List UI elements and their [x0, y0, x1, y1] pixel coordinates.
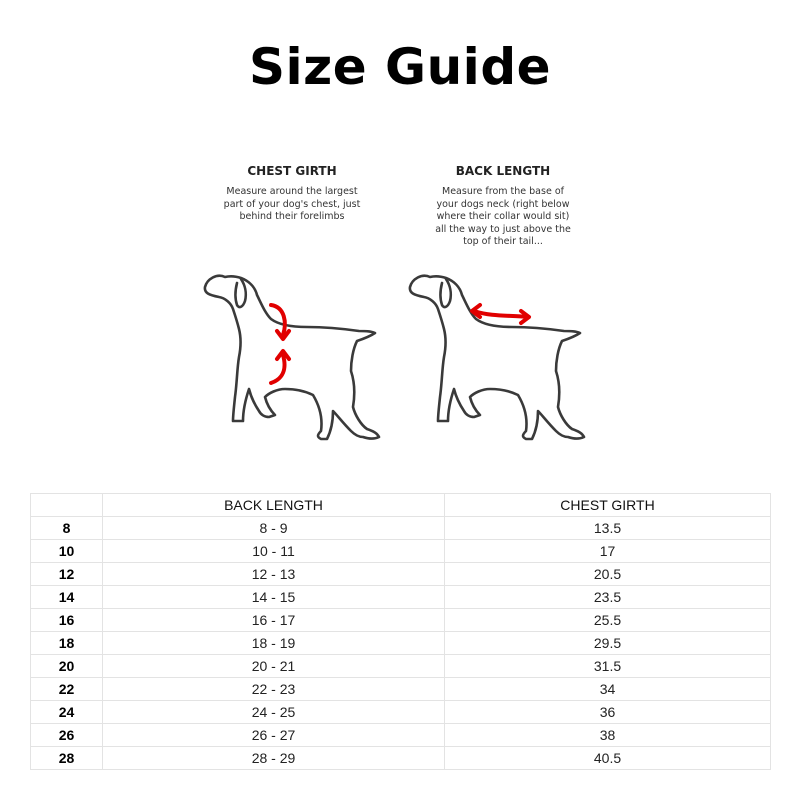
size-cell: 28 [31, 747, 103, 770]
back-length-cell: 22 - 23 [103, 678, 445, 701]
back-length-cell: 24 - 25 [103, 701, 445, 724]
chest-girth-cell: 25.5 [445, 609, 771, 632]
table-row [31, 678, 771, 701]
chest-girth-cell: 34 [445, 678, 771, 701]
size-cell: 26 [31, 724, 103, 747]
table-row [31, 701, 771, 724]
table-header-row [31, 494, 771, 517]
chest-girth-cell: 29.5 [445, 632, 771, 655]
back-length-cell: 20 - 21 [103, 655, 445, 678]
size-cell: 8 [31, 517, 103, 540]
table-row [31, 724, 771, 747]
chest-girth-cell: 20.5 [445, 563, 771, 586]
back-length-heading: BACK LENGTH [455, 164, 551, 178]
table-row [31, 632, 771, 655]
size-table [30, 493, 771, 770]
back-length-cell: 18 - 19 [103, 632, 445, 655]
table-row [31, 517, 771, 540]
table-row [31, 540, 771, 563]
back-length-dog-illustration [400, 265, 600, 450]
size-cell: 12 [31, 563, 103, 586]
page-title: Size Guide [248, 38, 552, 96]
header-chest-girth: CHEST GIRTH [445, 494, 771, 517]
chest-girth-description: Measure around the largest part of your dog's chest, just behind their forelimbs [223, 186, 361, 223]
chest-girth-cell: 36 [445, 701, 771, 724]
size-cell: 10 [31, 540, 103, 563]
table-row [31, 586, 771, 609]
chest-girth-cell: 38 [445, 724, 771, 747]
chest-girth-cell: 40.5 [445, 747, 771, 770]
chest-girth-heading: CHEST GIRTH [247, 164, 337, 178]
table-row [31, 609, 771, 632]
size-cell: 20 [31, 655, 103, 678]
chest-girth-instructions [222, 164, 362, 224]
back-length-cell: 10 - 11 [103, 540, 445, 563]
chest-girth-cell: 13.5 [445, 517, 771, 540]
chest-girth-cell: 17 [445, 540, 771, 563]
table-row [31, 747, 771, 770]
back-length-description: Measure from the base of your dogs neck (right below where their collar would sit) all the way to just above the top of their tail... [435, 186, 571, 248]
dog-outline [205, 276, 379, 439]
table-row [31, 655, 771, 678]
back-length-instructions [435, 164, 571, 249]
table-row [31, 563, 771, 586]
chest-girth-dog-illustration [195, 265, 395, 450]
dog-outline [410, 276, 584, 439]
size-cell: 24 [31, 701, 103, 724]
size-cell: 22 [31, 678, 103, 701]
size-cell: 14 [31, 586, 103, 609]
back-length-cell: 26 - 27 [103, 724, 445, 747]
header-back-length: BACK LENGTH [103, 494, 445, 517]
back-length-cell: 8 - 9 [103, 517, 445, 540]
size-cell: 18 [31, 632, 103, 655]
back-length-cell: 14 - 15 [103, 586, 445, 609]
back-length-cell: 28 - 29 [103, 747, 445, 770]
back-length-cell: 16 - 17 [103, 609, 445, 632]
chest-girth-arrows [271, 305, 289, 383]
chest-girth-cell: 31.5 [445, 655, 771, 678]
header-size [31, 494, 103, 517]
size-cell: 16 [31, 609, 103, 632]
back-length-cell: 12 - 13 [103, 563, 445, 586]
chest-girth-cell: 23.5 [445, 586, 771, 609]
